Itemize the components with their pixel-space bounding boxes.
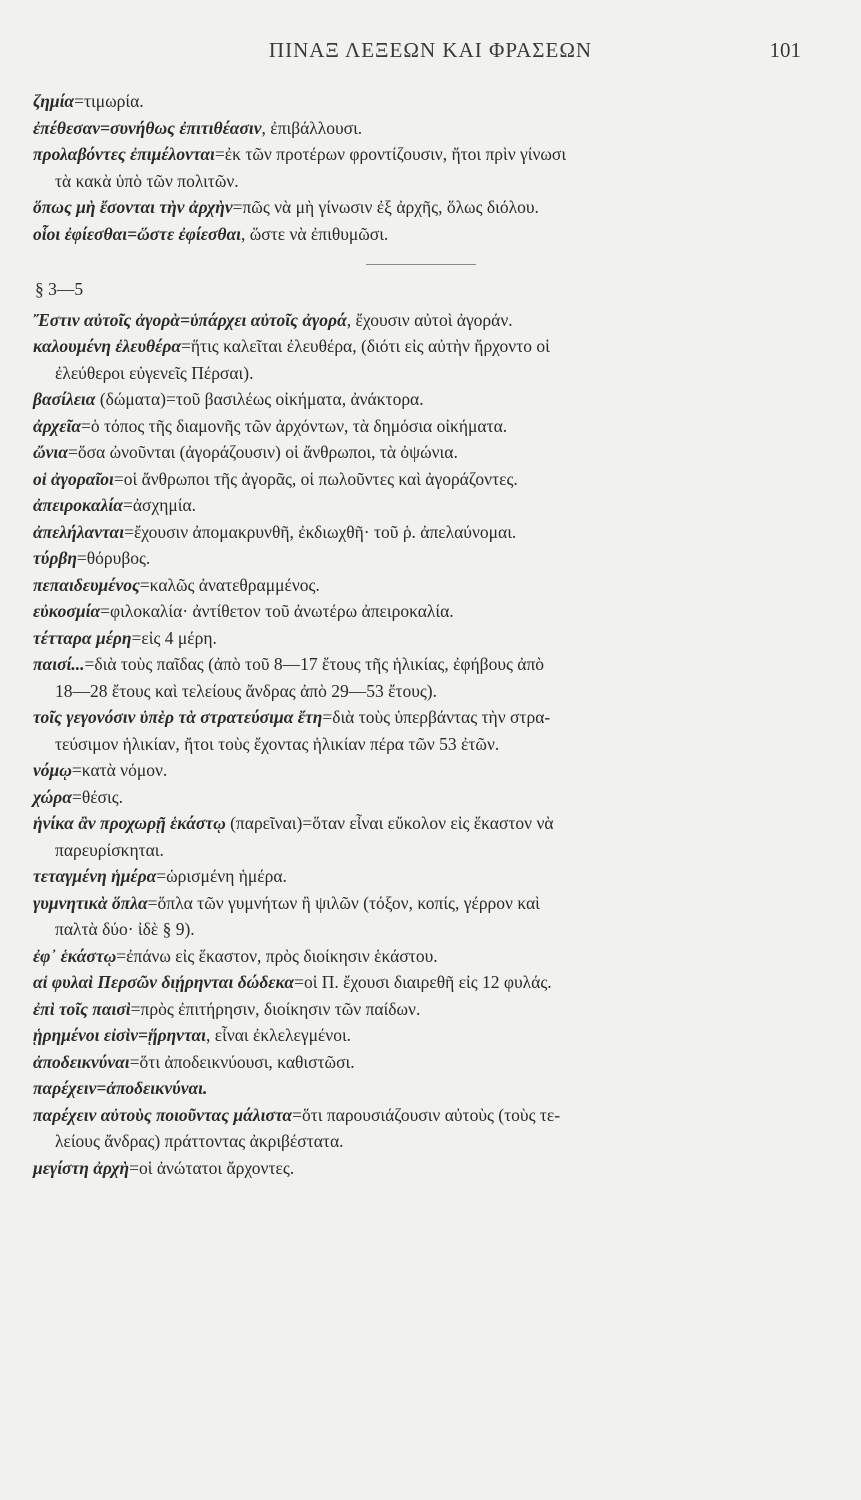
- entry-term: τεταγμένη ἡμέρα: [33, 866, 157, 886]
- entry-continuation: ἐλεύθεροι εὐγενεῖς Πέρσαι).: [55, 362, 254, 383]
- entry-term: παρέχειν αὐτοὺς ποιοῦντας μάλιστα: [33, 1104, 293, 1125]
- entry-term: αἱ φυλαὶ Περσῶν διῄρηνται δώδεκα: [33, 972, 295, 992]
- entry-term: τέτταρα μέρη: [33, 627, 132, 648]
- entry-definition: =ἐπάνω εἰς ἕκαστον, πρὸς διοίκησιν ἑκάστου.: [116, 945, 438, 966]
- glossary-entry: [33, 141, 808, 194]
- entry-definition: =τιμωρία.: [74, 91, 144, 111]
- glossary-list-main: [33, 307, 808, 1182]
- entry-term: τύρβη: [33, 548, 77, 568]
- entry-term: καλουμένη ἐλευθέρα: [33, 336, 182, 356]
- entry-term: ὅπως μὴ ἔσονται τὴν ἀρχὴν: [33, 197, 233, 217]
- entry-definition: =ὡρισμένη ἡμέρα.: [156, 866, 287, 886]
- glossary-entry: [33, 221, 808, 248]
- entry-term: ἀποδεικνύναι: [33, 1051, 130, 1072]
- page-header: [0, 38, 861, 68]
- entry-term: βασίλεια: [33, 389, 96, 409]
- glossary-entry: [33, 863, 808, 890]
- entry-definition: =οἱ Π. ἔχουσι διαιρεθῆ εἰς 12 φυλάς.: [294, 972, 552, 992]
- entry-definition: , ὥστε νὰ ἐπιθυμῶσι.: [241, 223, 389, 244]
- entry-definition: (παρεῖναι)=ὅταν εἶναι εὔκολον εἰς ἕκαστον νὰ: [225, 813, 554, 833]
- entry-term: τοῖς γεγονόσιν ὑπὲρ τὰ στρατεύσιμα ἔτη: [33, 707, 323, 727]
- glossary-entry: [33, 1155, 808, 1182]
- glossary-entry: [33, 333, 808, 386]
- entry-definition: =ὅτι παρουσιάζουσιν αὐτοὺς (τοὺς τε-: [292, 1104, 561, 1125]
- glossary-list-top: [33, 88, 808, 247]
- entry-definition: =διὰ τοὺς παῖδας (ἀπὸ τοῦ 8—17 ἔτους τῆς ἡλικίας, ἐφήβους ἀπὸ: [84, 654, 545, 674]
- glossary-entry: [33, 704, 808, 757]
- entry-definition: =ἀσχημία.: [122, 495, 197, 515]
- entry-continuation: τὰ κακὰ ὑπὸ τῶν πολιτῶν.: [55, 170, 239, 191]
- entry-term: Ἔστιν αὐτοῖς ἀγορὰ=ὑπάρχει αὐτοῖς ἀγορά: [33, 309, 347, 330]
- entry-term: νόμῳ: [33, 760, 72, 780]
- entry-definition: (δώματα)=τοῦ βασιλέως οἰκήματα, ἀνάκτορα.: [95, 389, 424, 409]
- entry-term: μεγίστη ἀρχὴ: [33, 1157, 130, 1178]
- glossary-entry: [33, 598, 808, 625]
- entry-term: ὤνια: [33, 442, 68, 462]
- section-divider: [366, 264, 476, 265]
- glossary-entry: [33, 969, 808, 996]
- entry-definition: =ἥτις καλεῖται ἐλευθέρα, (διότι εἰς αὐτὴν ἤρχοντο οἱ: [181, 336, 550, 356]
- entry-term: παρέχειν=ἀποδεικνύναι.: [33, 1078, 208, 1098]
- entry-definition: =διὰ τοὺς ὑπερβάντας τὴν στρα-: [322, 707, 551, 727]
- entry-definition: =εἰς 4 μέρη.: [131, 627, 217, 648]
- entry-definition: , εἶναι ἐκλελεγμένοι.: [206, 1025, 352, 1045]
- glossary-entry: [33, 651, 808, 704]
- glossary-entry: [33, 625, 808, 652]
- entry-definition: =θέσις.: [71, 786, 124, 807]
- glossary-entry: [33, 115, 808, 142]
- entry-continuation: παλτὰ δύο· ἰδὲ § 9).: [55, 919, 195, 939]
- glossary-entry: [33, 492, 808, 519]
- entry-term: ζημία: [33, 91, 75, 111]
- entry-term: χώρα: [33, 786, 72, 807]
- entry-term: ᾑρημένοι εἰσὶν=ᾕρηνται: [33, 1025, 207, 1045]
- glossary-entry: [33, 943, 808, 970]
- entry-term: ἐπέθεσαν=συνήθως ἐπιτιθέασιν: [33, 117, 262, 138]
- glossary-entry: [33, 1022, 808, 1049]
- glossary-entry: [33, 466, 808, 493]
- page-number: 101: [769, 38, 801, 62]
- entry-definition: =φιλοκαλία· ἀντίθετον τοῦ ἀνωτέρω ἀπειροκαλία.: [100, 601, 454, 621]
- glossary-entry: [33, 1075, 808, 1102]
- entry-definition: =ὅσα ὠνοῦνται (ἀγοράζουσιν) οἱ ἄνθρωποι, τὰ ὀψώνια.: [67, 442, 458, 462]
- glossary-entry: [33, 88, 808, 115]
- entry-definition: =ὁ τόπος τῆς διαμονῆς τῶν ἀρχόντων, τὰ δημόσια οἰκήματα.: [81, 415, 508, 436]
- entry-definition: =ὅτι ἀποδεικνύουσι, καθιστῶσι.: [129, 1051, 355, 1072]
- glossary-entry: [33, 757, 808, 784]
- entry-definition: =οἱ ἀνώτατοι ἄρχοντες.: [129, 1157, 295, 1178]
- entry-term: γυμνητικὰ ὅπλα: [33, 892, 148, 913]
- entry-continuation: παρευρίσκηται.: [55, 839, 164, 860]
- glossary-entry: [33, 1049, 808, 1076]
- entry-term: ἀρχεῖα: [33, 415, 82, 436]
- entry-term: ἀπελήλανται: [33, 521, 125, 542]
- entry-term: ἀπειροκαλία: [33, 495, 123, 515]
- glossary-entry: [33, 194, 808, 221]
- entry-term: οἱ ἀγοραῖοι: [33, 468, 114, 489]
- entry-term: προλαβόντες ἐπιμέλονται: [33, 144, 215, 164]
- entry-definition: =ὅπλα τῶν γυμνήτων ἢ ψιλῶν (τόξον, κοπίς, γέρρον καὶ: [147, 892, 540, 913]
- entry-term: οἷοι ἐφίεσθαι=ὥστε ἐφίεσθαι: [33, 223, 242, 244]
- entry-term: ἡνίκα ἂν προχωρῇ ἑκάστῳ: [33, 813, 226, 833]
- entry-term: ἐφ᾽ ἑκάστῳ: [33, 945, 117, 966]
- entry-definition: =καλῶς ἀνατεθραμμένος.: [139, 574, 320, 595]
- entry-definition: =κατὰ νόμον.: [71, 760, 168, 780]
- glossary-entry: [33, 996, 808, 1023]
- entry-definition: , ἔχουσιν αὐτοὶ ἀγοράν.: [346, 309, 513, 330]
- entry-term: ἐπὶ τοῖς παισὶ: [33, 998, 131, 1019]
- entry-definition: =οἱ ἄνθρωποι τῆς ἀγορᾶς, οἱ πωλοῦντες καὶ ἀγοράζοντες.: [113, 468, 518, 489]
- glossary-entry: [33, 413, 808, 440]
- glossary-entry: [33, 307, 808, 334]
- glossary-entry: [33, 784, 808, 811]
- glossary-entry: [33, 439, 808, 466]
- running-title: ΠΙΝΑΞ ΛΕΞΕΩΝ ΚΑΙ ΦΡΑΣΕΩΝ: [268, 38, 593, 62]
- entry-term: παισί...: [33, 654, 85, 674]
- glossary-entry: [33, 810, 808, 863]
- section-label: § 3—5: [35, 279, 84, 299]
- entry-definition: =πῶς νὰ μὴ γίνωσιν ἐξ ἀρχῆς, ὅλως διόλου.: [232, 197, 539, 217]
- entry-continuation: λείους ἄνδρας) πράττοντας ἀκριβέστατα.: [55, 1131, 344, 1151]
- glossary-entry: [33, 519, 808, 546]
- glossary-entry: [33, 545, 808, 572]
- glossary-entry: [33, 386, 808, 413]
- glossary-content: [33, 88, 808, 1181]
- entry-definition: =ἐκ τῶν προτέρων φροντίζουσιν, ἤτοι πρὶν γίνωσι: [214, 144, 567, 164]
- entry-definition: =ἔχουσιν ἀπομακρυνθῆ, ἐκδιωχθῆ· τοῦ ῥ. ἀπελαύνομαι.: [124, 521, 517, 542]
- entry-definition: =πρὸς ἐπιτήρησιν, διοίκησιν τῶν παίδων.: [130, 998, 421, 1019]
- entry-definition: =θόρυβος.: [76, 548, 151, 568]
- glossary-entry: [33, 890, 808, 943]
- entry-definition: , ἐπιβάλλουσι.: [261, 117, 363, 138]
- entry-term: πεπαιδευμένος: [33, 574, 140, 595]
- glossary-entry: [33, 572, 808, 599]
- glossary-entry: [33, 1102, 808, 1155]
- entry-continuation: τεύσιμον ἡλικίαν, ἤτοι τοὺς ἔχοντας ἡλικίαν πέρα τῶν 53 ἐτῶν.: [55, 733, 500, 754]
- entry-continuation: 18—28 ἔτους καὶ τελείους ἄνδρας ἀπὸ 29—53 ἔτους).: [55, 680, 438, 701]
- entry-term: εὐκοσμία: [33, 601, 101, 621]
